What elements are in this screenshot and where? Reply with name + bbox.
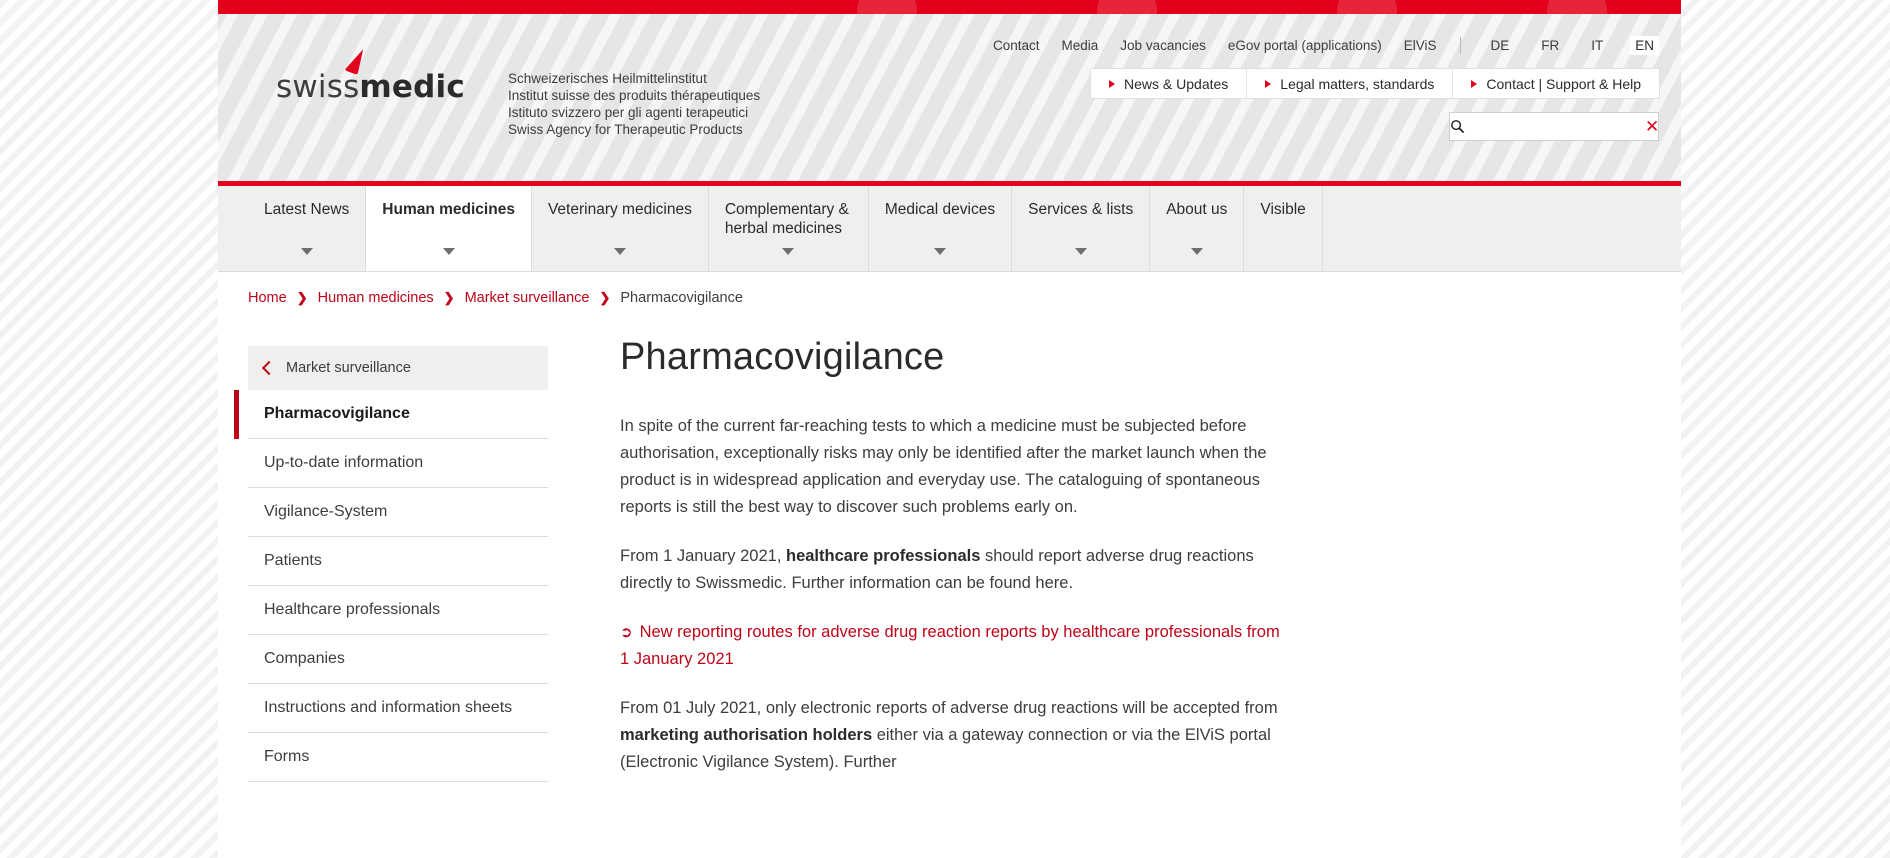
document-link-label: New reporting routes for adverse drug reaction reports by healthcare professionals from 1 January 2021 [620,623,1280,668]
quick-nav-contact-support[interactable] [1453,69,1659,98]
chevron-down-icon [1075,248,1087,255]
main-navigation [218,186,1681,272]
sidebar-item-label: Up-to-date information [264,454,424,471]
sidebar-item-vigilance-system[interactable] [248,488,548,537]
swissmedic-logo[interactable] [276,69,486,105]
chevron-down-icon [301,248,313,255]
quick-nav-label: Legal matters, standards [1280,75,1435,92]
lang-fr[interactable]: FR [1541,38,1560,53]
sidebar-item-patients[interactable] [248,537,548,586]
breadcrumb-item-home[interactable]: Home [248,290,287,306]
nav-item-label: Latest News [264,201,350,218]
breadcrumb [218,272,1681,322]
decorative-swoosh [1538,0,1618,14]
decorative-swoosh [1328,0,1408,14]
nav-spacer [218,186,248,271]
meta-links [971,36,1659,55]
site-header [218,14,1681,186]
intro-paragraph: In spite of the current far-reaching tests to which a medicine must be subjected before authorisation, exceptionally risks may only be identified after the market launch when the product is in widespread application and everyday use. The cataloguing of spontaneous reports is still the best way to discover such problems early on. [620,417,1267,516]
nav-filler [1323,186,1681,271]
nav-item-medical-devices[interactable] [869,186,1012,271]
subtitle-en: Swiss Agency for Therapeutic Products [508,122,743,137]
chevron-right-icon: ❯ [599,290,611,305]
quick-nav-legal-matters[interactable] [1247,69,1453,98]
close-icon[interactable]: ✕ [1645,116,1660,136]
breadcrumb-item-pharmacovigilance: Pharmacovigilance [620,290,743,306]
subtitle-fr: Institut suisse des produits thérapeutiques [508,88,761,103]
electronic-reports-paragraph [620,695,1280,776]
sidebar-back-label: Market surveillance [286,360,411,376]
divider [1460,37,1461,54]
nav-item-veterinary-medicines[interactable] [532,186,709,271]
page-title: Pharmacovigilance [620,336,945,378]
decorative-swoosh [1088,0,1168,14]
sidebar-item-label: Healthcare professionals [264,601,441,618]
sidebar-item-label: Vigilance-System [264,503,388,520]
chevron-down-icon [782,248,794,255]
meta-link-contact[interactable]: Contact [992,38,1040,53]
nav-item-label: Human medicines [382,201,515,218]
nav-item-label: Services & lists [1028,201,1134,218]
nav-item-label: Veterinary medicines [547,201,692,218]
reporting-paragraph [620,543,1280,597]
caret-right-icon [1265,80,1271,88]
sidebar-item-pharmacovigilance[interactable] [248,390,548,439]
electronic-text-part-1: From 01 July 2021, only electronic reports of adverse drug reactions will be accepted from [620,699,1278,717]
sidebar-item-up-to-date-information[interactable] [248,439,548,488]
chevron-down-icon [443,248,455,255]
nav-item-services-lists[interactable] [1012,186,1150,271]
sidebar-item-instructions-information-sheets[interactable] [248,684,548,733]
nav-item-complementary-herbal-medicines[interactable] [709,186,869,271]
institute-subtitles [508,70,760,138]
content-area [218,322,1681,798]
caret-right-icon [1471,80,1477,88]
logo-bold: medic [359,69,465,105]
lang-de[interactable]: DE [1490,38,1510,53]
sidebar-item-forms[interactable] [248,733,548,782]
sidebar-back-market-surveillance[interactable] [248,346,548,390]
electronic-text-part-2: either via a gateway connection or via the ElViS portal (Electronic Vigilance System). Further [620,726,1271,771]
nav-item-about-us[interactable] [1150,186,1244,271]
search-box[interactable] [1449,112,1659,141]
document-link-new-reporting-routes[interactable] [620,619,1280,673]
electronic-bold-marketing-authorisation-holders: marketing authorisation holders [620,726,873,744]
decorative-swoosh [848,0,928,14]
chevron-down-icon [1191,248,1203,255]
sidebar-item-label: Companies [264,650,345,667]
nav-item-label: Complementary & herbal medicines [724,201,849,237]
chevron-right-icon: ❯ [296,290,308,305]
chevron-left-icon [262,361,276,375]
quick-nav [1091,69,1659,98]
quick-nav-news-updates[interactable] [1091,69,1247,98]
reporting-bold-healthcare-professionals: healthcare professionals [786,547,981,565]
sidebar-item-label: Instructions and information sheets [264,699,513,716]
quick-nav-label: News & Updates [1124,75,1229,92]
main-content [548,336,1681,798]
meta-link-job-vacancies[interactable]: Job vacancies [1120,38,1206,53]
meta-link-elvis[interactable]: ElViS [1403,38,1437,53]
sidebar-item-label: Patients [264,552,322,569]
nav-item-label: About us [1166,201,1228,218]
browser-page [218,0,1681,858]
sidebar-item-companies[interactable] [248,635,548,684]
sidebar [248,346,548,798]
nav-item-visible[interactable] [1244,186,1322,271]
subtitle-it: Istituto svizzero per gli agenti terapeutici [508,105,749,120]
meta-link-media[interactable]: Media [1061,38,1099,53]
nav-item-human-medicines[interactable] [366,186,532,271]
nav-item-latest-news[interactable] [248,186,366,271]
breadcrumb-item-market-surveillance[interactable]: Market surveillance [464,290,590,306]
logo-prefix: swiss [276,69,360,105]
reporting-text-part-1: From 1 January 2021, [620,547,786,565]
breadcrumb-item-human-medicines[interactable]: Human medicines [317,290,434,306]
chevron-right-icon: ❯ [443,290,455,305]
nav-item-label: Medical devices [884,201,996,218]
lang-en[interactable]: EN [1630,36,1659,55]
sidebar-item-healthcare-professionals[interactable] [248,586,548,635]
quick-nav-label: Contact | Support & Help [1486,75,1641,92]
lang-it[interactable]: IT [1591,38,1604,53]
sidebar-item-label: Forms [264,748,310,765]
chevron-down-icon [934,248,946,255]
reporting-text-part-2: should report adverse drug reactions directly to Swissmedic. Further information can be found here. [620,547,1254,592]
arrow-into-box-icon: ➲ [620,624,633,641]
sidebar-item-label: Pharmacovigilance [264,405,410,422]
caret-right-icon [1109,80,1115,88]
search-input[interactable] [1465,118,1645,135]
nav-item-label: Visible [1260,201,1306,218]
meta-link-egov-portal[interactable]: eGov portal (applications) [1227,38,1382,53]
chevron-down-icon [614,248,626,255]
top-red-bar [218,0,1681,14]
subtitle-de: Schweizerisches Heilmittelinstitut [508,71,707,86]
search-icon [1450,119,1465,134]
